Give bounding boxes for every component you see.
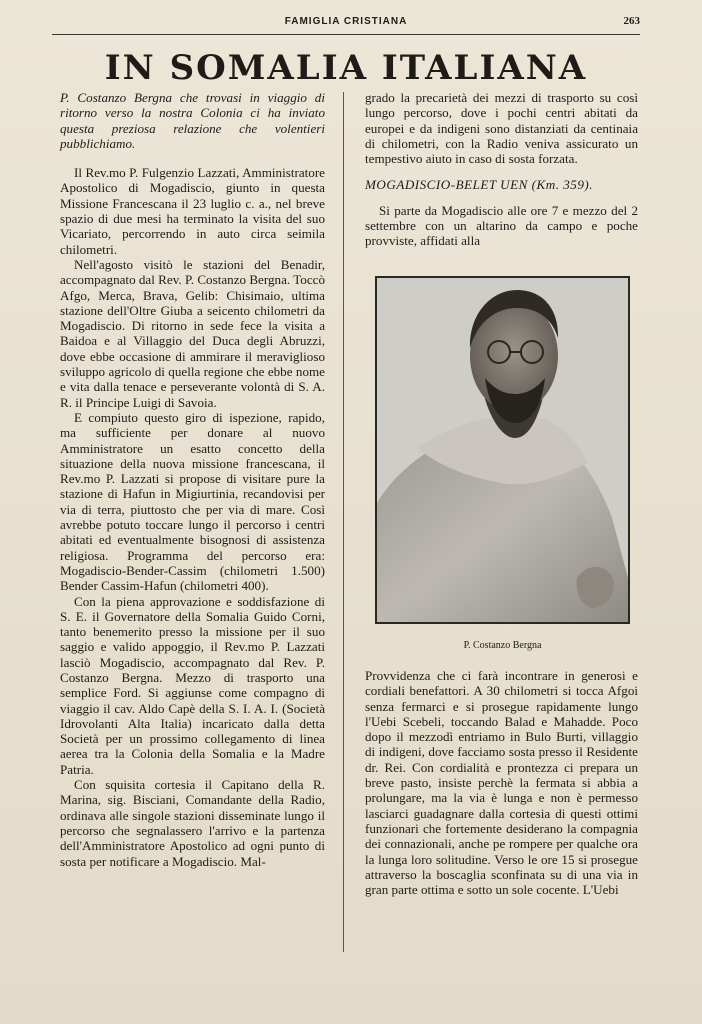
left-column	[60, 90, 325, 869]
photo-caption: P. Costanzo Bergna	[463, 640, 542, 651]
page-number: 263	[623, 15, 640, 27]
paragraph: E compiuto questo giro di ispezione, rapido, ma sufficiente per donare al nuovo Amministratore un esatto concetto della situazione della nuova missione francescana, il Rev.mo P. Lazzati si propose di visitare pure la stazione di Hafun in Migiurtinia, recandovisi per via di terra, piuttosto che per via di mare. Così avrebbe potuto toccare lungo il percorso i centri abitati ed eventualmente bisognosi di assistenza religiosa. Programma del percorso era: Mogadiscio-Bender-Cassim (chilometri 1.500) Bender Cassim-Hafun (chilometri 400).	[60, 409, 325, 594]
article-headline: IN SOMALIA ITALIANA	[104, 48, 588, 88]
portrait-photo	[375, 276, 630, 624]
right-column-top	[365, 90, 638, 249]
paragraph: Con squisita cortesia il Capitano della R. Marina, sig. Bisciani, Comandante della Radio, ordinava alle singole stazioni disseminate lungo il percorso che segnalassero l'arrivo e la partenza dell'Amministratore Apostolico ad ogni punto di sosta per notificare a Mogadiscio. Mal-	[60, 777, 325, 869]
paragraph: Con la piena approvazione e soddisfazione di S. E. il Governatore della Somalia Guido Corni, tanto benemerito presso la missione per il suo saggio e valido appoggio, il Rev.mo P. Lazzati lasciò Mogadiscio, accompagnato dal Rev. P. Costanzo Bergna. Mezzo di trasporto una semplice Ford. Si aggiunse come compagno di viaggio il cav. Aldo Capè della S. I. A. I. (Società Idrovolanti Alta Italia) incaricato dalla detta Società per un prossimo collegamento di linea aerea tra la Colonia della Somalia e la Madre Patria.	[60, 593, 325, 777]
portrait-photo-icon	[377, 278, 628, 622]
section-subhead: MOGADISCIO-BELET UEN (Km. 359).	[365, 177, 594, 193]
article-intro: P. Costanzo Bergna che trovasi in viaggio di ritorno verso la nostra Colonia ci ha inviato questa preziosa relazione che volentieri pubblichiamo.	[60, 90, 325, 151]
paragraph: Il Rev.mo P. Fulgenzio Lazzati, Amministratore Apostolico di Mogadiscio, giunto in questa Missione Francescana il 23 luglio c. a., nel breve spazio di due mesi ha terminato la visita del suo Vicariato, percorrendo in auto circa seimila chilometri.	[60, 165, 325, 257]
paragraph: Provvidenza che ci farà incontrare in generosi e cordiali benefattori. A 30 chilometri si tocca Afgoi senza fermarci e si prosegue rapidamente lungo l'Uebi Scebeli, toccando Balad e Mahadde. Poco dopo il mezzodì entriamo in Bulo Burti, villaggio di indigeni, dove facciamo sosta presso il Residente dr. Rei. Con cordialità e prontezza ci prepara un breve pasto, insiste perchè la fermata si abbia a prolungare, ma la via è lunga e non è permesso lasciarci guadagnare dalla cortesia di questi ottimi funzionari che fortemente desiderano la compagnia dei connazionali, anche pe rompere per qualche ora la lunga loro solitudine. Verso le ore 15 si prosegue attraverso la boscaglia sconfinata su di una via in gran parte ottima e sotto un sole cocente. L'Uebi	[365, 668, 638, 898]
paragraph: grado la precarietà dei mezzi di trasporto su così lungo percorso, dove i pochi centri abitati da europei e da indigeni sono distanziati da centinaia di chilometri, con la Radio veniva assicurato un tempestivo aiuto in caso di sosta forzata.	[365, 90, 638, 167]
running-header	[52, 12, 640, 35]
right-column-bottom	[365, 668, 638, 897]
paragraph: Nell'agosto visitò le stazioni del Benadir, accompagnato dal Rev. P. Costanzo Bergna. Toccò Afgo, Merca, Brava, Gelib: Chisimaio, ultima stazione dell'Oltre Giuba a seicento chilometri da Mogadiscio. Di ritorno in sede fece la visita a Baidoa e al Villaggio del Duca degli Abruzzi, dove ebbe occasione di ammirare il meraviglioso sviluppo agricolo di quella regione che ebbe nome e vita dalla tenace e perseverante volontà di S. A. R. il Principe Luigi di Savoia.	[60, 256, 326, 410]
magazine-title: FAMIGLIA CRISTIANA	[284, 16, 408, 27]
column-divider	[343, 92, 344, 952]
paragraph: Si parte da Mogadiscio alle ore 7 e mezzo del 2 settembre con un altarino da campo e poche provviste, affidati alla	[365, 202, 638, 249]
